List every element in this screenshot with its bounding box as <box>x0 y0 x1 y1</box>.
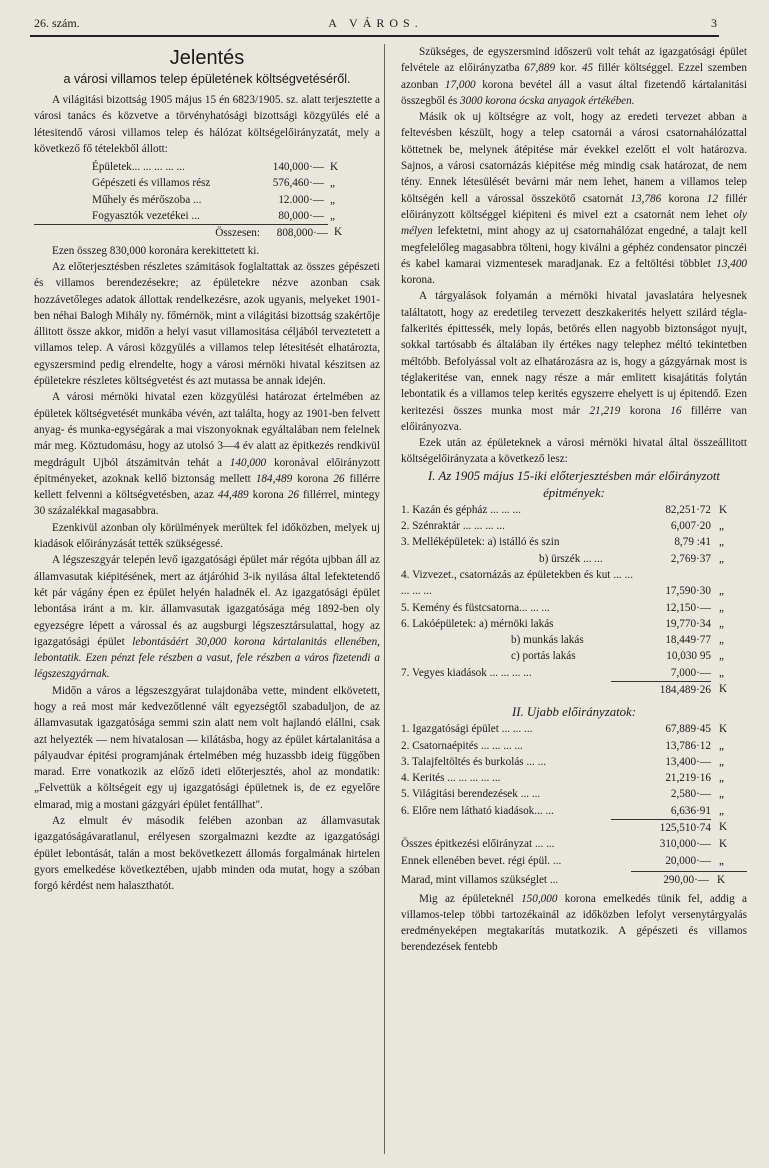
table-row: 6. Előre nem látható kiadások... ... 6,636·91 „ <box>401 804 724 817</box>
table-row: 5. Világitási berendezések ... ... 2,580·— „ <box>401 788 724 801</box>
table-row-label: Marad, mint villamos szükséglet ... <box>401 874 559 887</box>
paragraph: Az elmult év második felében azonban az államvasutak igazgatóságávaratlanul, erélyesen szorgalmazni kezdte az igazgatósági épület lebontását, talán a most bekövetkezett állomás forgalmának hirtelen gyors emelkedése következtében, ujabb minden oda mutat, hogy a szóban forgó kérdést nem halaszthatót. <box>34 815 380 893</box>
budget-row: Műhely és mérőszoba ... 12.000·— „ <box>92 193 335 206</box>
table-row: 2. Csatornaépités ... ... ... ... 13,786·12 „ <box>401 739 724 752</box>
paragraph: A légszeszgyár telepén levő igazgatósági épület már régóta ujbban áll az államvasutak kiépitésének, mert az átjáróhid 3-ik nyilása által lefektetendő két pár vágány épen ez épület helyén haladnék el. Az igazgatósági épület lebontása iránt a m. kir. államvasutak igazgatósága még 1892-ben oly egyezségre lépett a várossal és az augsburgi légszesztársulattal, hogy az igazgatósági épület lebontásáért 30,000 korona kártalanitás ellenében, lebontatik. Ezen pénzt fele részben a vasut, fele részben a város fizetendi a légszeszgyárnak. <box>34 554 380 681</box>
section-heading-1: I. Az 1905 május 15-iki előterjesztésben már előirányzott épitmények: <box>428 468 720 500</box>
paragraph: Szükséges, de egyszersmind időszerü volt tehát az igazgatósági épület felvétele az előirányzatba 67,889 kor. 45 fillér költséggel. Ezzel szemben azonban 17,000 korona bevétel áll a vasut által fizetendő kártalanitási összegből és 3000 korona ócska anyagok értékében. <box>401 46 747 107</box>
column-divider <box>384 44 385 1154</box>
header-rule <box>30 35 719 37</box>
page-header <box>34 16 717 34</box>
section-2-total: 125,510·74 K <box>401 819 747 836</box>
paragraph: Ezen összeg 830,000 koronára kerekittetett ki. <box>52 244 260 257</box>
table-row: c) portás lakás 10,030 95 „ <box>511 650 724 663</box>
table-row: 1. Igazgatósági épület ... ... ... 67,889·45 K <box>401 723 728 736</box>
budget-total-row <box>34 224 380 241</box>
journal-title: A VÁROS. <box>328 16 423 30</box>
table-row: Összes épitkezési előirányzat ... ... 310,000·— K <box>401 838 728 851</box>
table-row: 1. Kazán és gépház ... ... ... 82,251·72 K <box>401 503 728 516</box>
budget-total-unit: K <box>334 226 343 239</box>
budget-row: Gépészeti és villamos rész 576,460·— „ <box>92 177 335 190</box>
table-row: 2. Szénraktár ... ... ... ... 6,007·20 „ <box>401 520 724 533</box>
right-column <box>401 44 747 956</box>
paragraph: Ezek után az épületeknek a városi mérnöki hivatal által összeállitott költségelőirányzata a következő lesz: <box>401 437 747 466</box>
left-column <box>34 44 380 895</box>
table-row: 3. Talajfeltöltés és burkolás ... ... 13,400·— „ <box>401 755 724 768</box>
paragraph: Az előterjesztésben részletes számitások foglaltattak az összes gépészeti és villamos berendezésekre; az épületekre nézve azonban csak hozzávetőleges adatok állottak rendelkezésre, azok ugyanis, melyeket 1901-ben néhai Balogh Mihály ny. főmérnök, mint a világitási bizottság szakértője állitott össze akkor, midőn a helyi vasut villamositása céljából terveztetett a villamos telep. A városi közgyülés a villamos telep létesitését elhatározta, egyszersmind pedig elrendelte, hogy a városi mérnöki hivatal készitsen az épületekre részletes költségvetést és azt mutassa be annak idején. <box>34 260 380 388</box>
table-row: Ennek ellenében bevet. régi épül. ... 20,000·— „ <box>401 854 724 867</box>
issue-number: 26. szám. <box>34 16 80 30</box>
budget-total-value: 808,000·— <box>264 224 328 241</box>
article-title: Jelentés <box>169 47 245 69</box>
table-row: b) ürszék ... ... 2,769·37 „ <box>539 552 724 565</box>
table-row: 290,00·— K <box>631 871 747 888</box>
table-row: b) munkás lakás 18,449·77 „ <box>511 634 724 647</box>
grand-totals <box>401 836 747 888</box>
paragraph: Másik ok uj költségre az volt, hogy az eredeti tervezet abban a feltevésben készült, hogy a telep csatornái a városi csatornahálózattal köttetnek be, melynek átépitése már évekkel ezelőtt el volt határozva. Sajnos, a városi csatornázás kiépitése még mindig csak határozat, de nem tény. Ennek létesülését bevárni már nem lehet, hanem a villamos telep költségén kell a várossal összekötő csatornát 13,786 korona 12 fillér előirányzott költséggel kiépiteni és mivel ezt a csatornát nem lehet oly mélyen lefektetni, mint ahogy az uj csatornahálózat engedné, a talajt kell megfelelőleg magasabbra tölteni, hogy kiválni a géphéz condensator pinczéi és kabel kamarai vizmentesek maradjanak. Ez a feltöltési többlet 13,400 korona. <box>401 111 747 287</box>
paragraph: Midőn a város a légszeszgyárat tulajdonába vette, mindent elkövetett, hogy a reá most már kedvezőtlenné vált egyezségtől szabaduljon, de az államvasutak igazgatósága semmi szin alatt nem volt hajlandó elállni, csak azt helyezték — nem hivatalosan — kilátásba, hogy az épület kártalanitása a pályaudvar épitési programjának értelmében még huzassbb ideig függőben marad. Erre vonatkozik az előző ideti előterjesztés, ahol az mondatik: „Felvettük a költségeit egy uj igazgatósági épületnek is, de ez egyelőre elmarad, mig a mostani gázgyári épület fentállhat". <box>34 684 380 811</box>
table-row: 3. Melléképületek: a) istálló és szin 8,79 :41 „ <box>401 536 724 549</box>
table-row: 6. Lakóépületek: a) mérnöki lakás 19,770·34 „ <box>401 617 724 630</box>
page-number: 3 <box>711 16 717 30</box>
cost-table-1 <box>401 502 747 699</box>
budget-table <box>34 159 380 241</box>
budget-row: Fogyasztók vezetékei ... 80,000·— „ <box>92 210 335 223</box>
paragraph: Mig az épületeknél 150,000 korona emelkedés tünik fel, addig a villamos-telep többi tartozékainál az időközben lefolyt versenytárgyalás eredményeképen megtakarítás mutatkozik. A gépészeti és villamos berendezések fentebb <box>401 892 747 954</box>
paragraph: Ezenkivül azonban oly körülmények merültek fel időközben, melyek uj kiadások előirányzását tették szükségessé. <box>34 521 380 551</box>
paragraph: A tárgyalások folyamán a mérnöki hivatal javaslatára helyesnek találtatott, hogy az eredetileg tervezett deszkakerités helyett szilárd tégla-falkerités épittessék, mely lopás, betörés ellen nagyobb biztonságot nyujt, sokkal tartósabb és általában ily értékes nagy telephez méltó tekintetben méltóbb. Befolyással volt az elhatározásra az is, hogy a gázgyárnak most is téglakeritése van, ennek nagy része a már emlitett kisajátitás folytán lebontatik és a villamos telep kerités egyszerre ehelyett is uj épitendő. Ezen keritezési összes munka most már 21,219 korona 16 fillérre van előirányozva. <box>401 290 747 433</box>
budget-row: Épületek... ... ... ... ... 140,000·— K <box>92 161 339 174</box>
table-row: 7. Vegyes kiadások ... ... ... ... 7,000·— „ <box>401 666 724 679</box>
article-subtitle: a városi villamos telep épületének költségvetéséről. <box>63 72 351 86</box>
table-row: 4. Kerités ... ... ... ... ... 21,219·16 „ <box>401 772 724 785</box>
table-row: 4. Vizvezet., csatornázás az épületekben és kut ... ... ... ... ... 17,590·30 „ <box>401 568 724 598</box>
budget-total-label: Összesen: <box>34 224 264 241</box>
cost-table-2 <box>401 721 747 836</box>
intro-paragraph: A világitási bizottság 1905 május 15 én 6823/1905. sz. alatt terjesztette a városi tanács és közvetve a törvényhatósági bizottsági közgyülés elé a létesitendő városi villamos telep és hálózat költségelőirányzatát, mely a következő fő tételekből állott: <box>34 94 380 155</box>
section-heading-2: II. Ujabb előirányzatok: <box>511 705 637 720</box>
table-row: 5. Kemény és füstcsatorna... ... ... 12,150·— „ <box>401 601 724 614</box>
section-1-total: 184,489·26 K <box>401 681 747 698</box>
paragraph: A városi mérnöki hivatal ezen közgyülési határozat értelmében az épületek költségvetését munkába vévén, azt találta, hogy az 1901-ben felvett anyag- és munka-egységárak a mai viszonyoknak egyáltalában nem felelnek már meg. Köztudomásu, hogy az utolsó 3—4 év alatt az épitkezés rendkivül megdrágult Ujból átszámitván tehát a 140,000 koronával előirányzott épitményeket, azoknak kellő biztonság mellett 184,489 korona 26 fillérre kellett felvenni a költségvetésben, azaz 44,489 korona 26 fillérrel, mintegy 30 százalékkal magasabbra. <box>34 391 380 518</box>
